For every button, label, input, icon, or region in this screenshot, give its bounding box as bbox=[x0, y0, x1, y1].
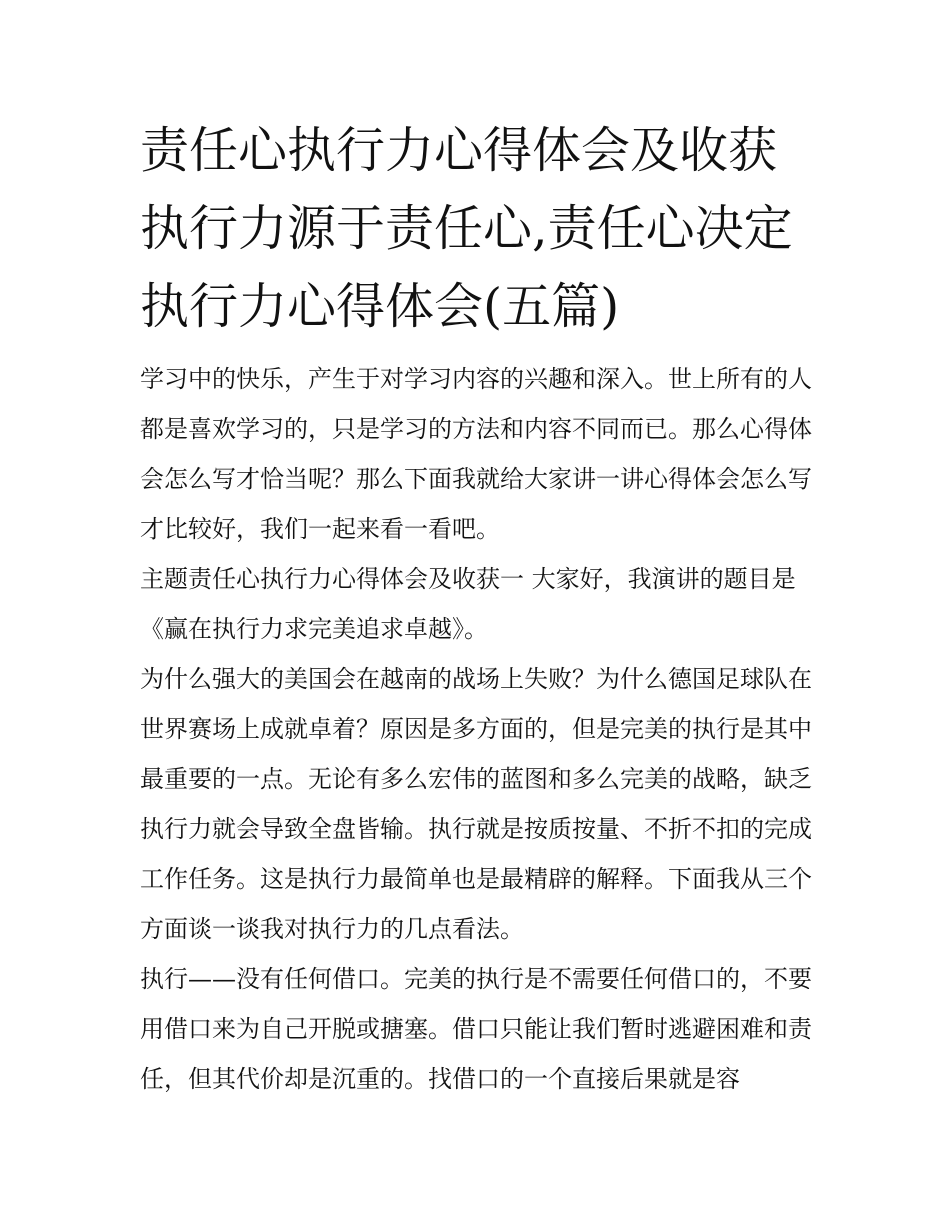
paragraph-speech-topic: 主题责任心执行力心得体会及收获一 大家好，我演讲的题目是《赢在执行力求完美追求卓越》。 bbox=[140, 565, 796, 643]
paragraph-no-excuses: 执行——没有任何借口。完美的执行是不需要任何借口的，不要用借口来为自己开脱或搪塞。借口只能让我们暂时逃避困难和责任，但其代价却是沉重的。找借口的一个直接后果就是容 bbox=[140, 965, 812, 1093]
paragraph-intro: 学习中的快乐，产生于对学习内容的兴趣和深入。世上所有的人都是喜欢学习的，只是学习的方法和内容不同而已。那么心得体会怎么写才恰当呢？那么下面我就给大家讲一讲心得体会怎么写才比较好，我们一起来看一看吧。 bbox=[140, 365, 812, 543]
paragraph-execution-importance: 为什么强大的美国会在越南的战场上失败？为什么德国足球队在世界赛场上成就卓着？原因是多方面的，但是完美的执行是其中最重要的一点。无论有多么宏伟的蓝图和多么完美的战略，缺乏执行力就会导致全盘皆输。执行就是按质按量、不折不扣的完成工作任务。这是执行力最简单也是最精辟的解释。下面我从三个方面谈一谈我对执行力的几点看法。 bbox=[140, 665, 812, 943]
title-line-1: 责任心执行力心得体会及收获 bbox=[140, 122, 778, 179]
title-line-3: 执行力心得体会(五篇) bbox=[140, 278, 620, 335]
document-title bbox=[140, 112, 812, 346]
title-line-2: 执行力源于责任心,责任心决定 bbox=[140, 200, 793, 257]
document-body bbox=[140, 112, 812, 1104]
